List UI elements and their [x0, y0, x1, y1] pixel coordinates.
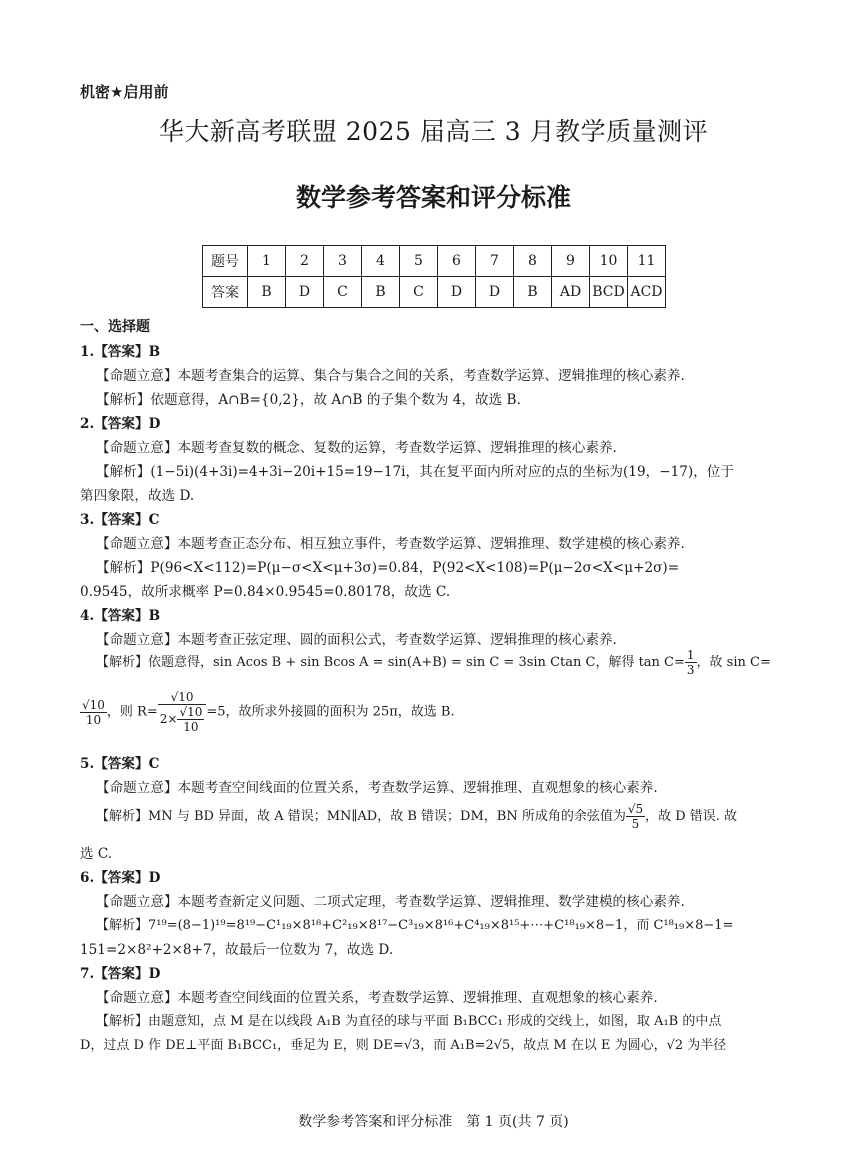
question-number: 5: [400, 246, 438, 277]
question-number: 7: [476, 246, 514, 277]
analysis-line-q3: 【解析】P(96<X<112)=P(μ−σ<X<μ+3σ)=0.84，P(92<X<108)=P(μ−2σ<X<μ+2σ)=: [96, 560, 680, 576]
analysis-text: ，故 sin C=: [696, 655, 771, 670]
intent-line-q7: 【命题立意】本题考查空间线面的位置关系，考查数学运算、逻辑推理、直观想象的核心素养.: [96, 990, 658, 1006]
answer-cell: D: [286, 277, 324, 308]
answer-table-answer-row: [203, 277, 666, 308]
answer-line-q4: 4.【答案】B: [80, 608, 161, 624]
question-number: 9: [552, 246, 590, 277]
answer-cell: D: [438, 277, 476, 308]
intent-line-q2: 【命题立意】本题考查复数的概念、复数的运算，考查数学运算、逻辑推理的核心素养.: [96, 440, 617, 456]
denominator: 10: [85, 712, 102, 727]
question-number: 6: [438, 246, 476, 277]
answer-cell: AD: [552, 277, 590, 308]
intent-line-q3: 【命题立意】本题考查正态分布、相互独立事件，考查数学运算、逻辑推理、数学建模的核心素养.: [96, 536, 685, 552]
numerator: √10: [179, 705, 203, 719]
analysis-line-q3-cont: 0.9545，故所求概率 P=0.84×0.9545=0.80178，故选 C.: [80, 584, 451, 600]
answer-cell: BCD: [590, 277, 628, 308]
analysis-text: 【解析】MN 与 BD 异面，故 A 错误；MN∥AD，故 B 错误；DM，BN 所成角的余弦值为: [96, 809, 626, 824]
intent-line-q5: 【命题立意】本题考查空间线面的位置关系，考查数学运算、逻辑推理、直观想象的核心素养.: [96, 780, 658, 796]
analysis-line-q7: 【解析】由题意知，点 M 是在以线段 A₁B 为直径的球与平面 B₁BCC₁ 形成的交线上，如图，取 A₁B 的中点: [96, 1014, 722, 1029]
answer-line-q7: 7.【答案】D: [80, 966, 161, 982]
question-number: 10: [590, 246, 628, 277]
denominator: 3: [686, 663, 695, 677]
answer-table-number-row: [203, 246, 666, 277]
analysis-line-q1: 【解析】依题意得，A∩B={0,2}，故 A∩B 的子集个数为 4，故选 B.: [96, 392, 521, 408]
analysis-line-q4: [96, 648, 771, 677]
denominator-prefix: 2×: [159, 712, 178, 726]
answer-cell: B: [362, 277, 400, 308]
answer-cell: B: [248, 277, 286, 308]
answer-table-row-label: 题号: [203, 246, 248, 277]
answer-line-q1: 1.【答案】B: [80, 344, 161, 360]
analysis-line-q2-cont: 第四象限，故选 D.: [80, 488, 195, 504]
analysis-line-q5-cont: 选 C.: [80, 846, 113, 862]
denominator: 5: [631, 817, 640, 831]
section-heading: 一、选择题: [80, 319, 150, 335]
intent-line-q6: 【命题立意】本题考查新定义问题、二项式定理，考查数学运算、逻辑推理、数学建模的核心素养.: [96, 894, 685, 910]
answer-line-q2: 2.【答案】D: [80, 416, 161, 432]
confidential-label: 机密★启用前: [80, 83, 169, 101]
numerator: √10: [82, 697, 105, 712]
analysis-text: ，故 D 错误. 故: [645, 809, 738, 824]
question-number: 3: [324, 246, 362, 277]
analysis-line-q6: 【解析】7¹⁹=(8−1)¹⁹=8¹⁹−C¹₁₉×8¹⁸+C²₁₉×8¹⁷−C³₁₉×8¹⁶+C⁴₁₉×8¹⁵+⋯+C¹⁸₁₉×8−1，而 C¹⁸₁₉×8−1=: [96, 918, 734, 933]
denominator: [158, 705, 207, 734]
fraction-sin-c: [80, 698, 107, 727]
denominator: 10: [183, 720, 199, 734]
answer-cell: C: [324, 277, 362, 308]
question-number: 11: [628, 246, 666, 277]
answer-cell: ACD: [628, 277, 666, 308]
intent-line-q4: 【命题立意】本题考查正弦定理、圆的面积公式，考查数学运算、逻辑推理的核心素养.: [96, 632, 617, 648]
answer-cell: C: [400, 277, 438, 308]
analysis-line-q4-cont: [80, 690, 455, 734]
intent-line-q1: 【命题立意】本题考查集合的运算、集合与集合之间的关系，考查数学运算、逻辑推理的核心素养.: [96, 368, 685, 384]
fraction-r: [158, 690, 207, 734]
fraction-cos: [626, 802, 645, 831]
analysis-text: =5，故所求外接圆的面积为 25π，故选 B.: [206, 704, 455, 720]
analysis-line-q5: [96, 802, 737, 831]
question-number: 8: [514, 246, 552, 277]
answer-cell: D: [476, 277, 514, 308]
question-number: 1: [248, 246, 286, 277]
analysis-text: 【解析】依题意得，sin Acos B + sin Bcos A = sin(A+B) = sin C = 3sin Ctan C，解得 tan C=: [96, 655, 685, 670]
numerator: √10: [158, 690, 207, 705]
analysis-text: ，则 R=: [106, 704, 158, 720]
fraction-tan-c: [685, 648, 697, 677]
answer-line-q3: 3.【答案】C: [80, 512, 160, 528]
numerator: √5: [627, 802, 644, 816]
question-number: 2: [286, 246, 324, 277]
page-title: 华大新高考联盟 2025 届高三 3 月教学质量测评: [158, 117, 709, 146]
answer-line-q6: 6.【答案】D: [80, 870, 161, 886]
analysis-line-q6-cont: 151=2×8²+2×8+7，故最后一位数为 7，故选 D.: [80, 942, 394, 958]
page-subtitle: 数学参考答案和评分标准: [295, 183, 571, 212]
answer-table-row-label: 答案: [203, 277, 248, 308]
analysis-line-q7-cont: D，过点 D 作 DE⊥平面 B₁BCC₁，垂足为 E，则 DE=√3，而 A₁B=2√5，故点 M 在以 E 为圆心，√2 为半径: [80, 1038, 727, 1053]
answer-cell: B: [514, 277, 552, 308]
page-footer: 数学参考答案和评分标准 第 1 页(共 7 页): [298, 1114, 569, 1130]
analysis-line-q2: 【解析】(1−5i)(4+3i)=4+3i−20i+15=19−17i，其在复平面内所对应的点的坐标为(19，−17)，位于: [96, 464, 734, 480]
nested-fraction: [177, 705, 204, 734]
numerator: 1: [686, 648, 695, 662]
question-number: 4: [362, 246, 400, 277]
answer-line-q5: 5.【答案】C: [80, 756, 160, 772]
answer-table: [202, 245, 666, 308]
